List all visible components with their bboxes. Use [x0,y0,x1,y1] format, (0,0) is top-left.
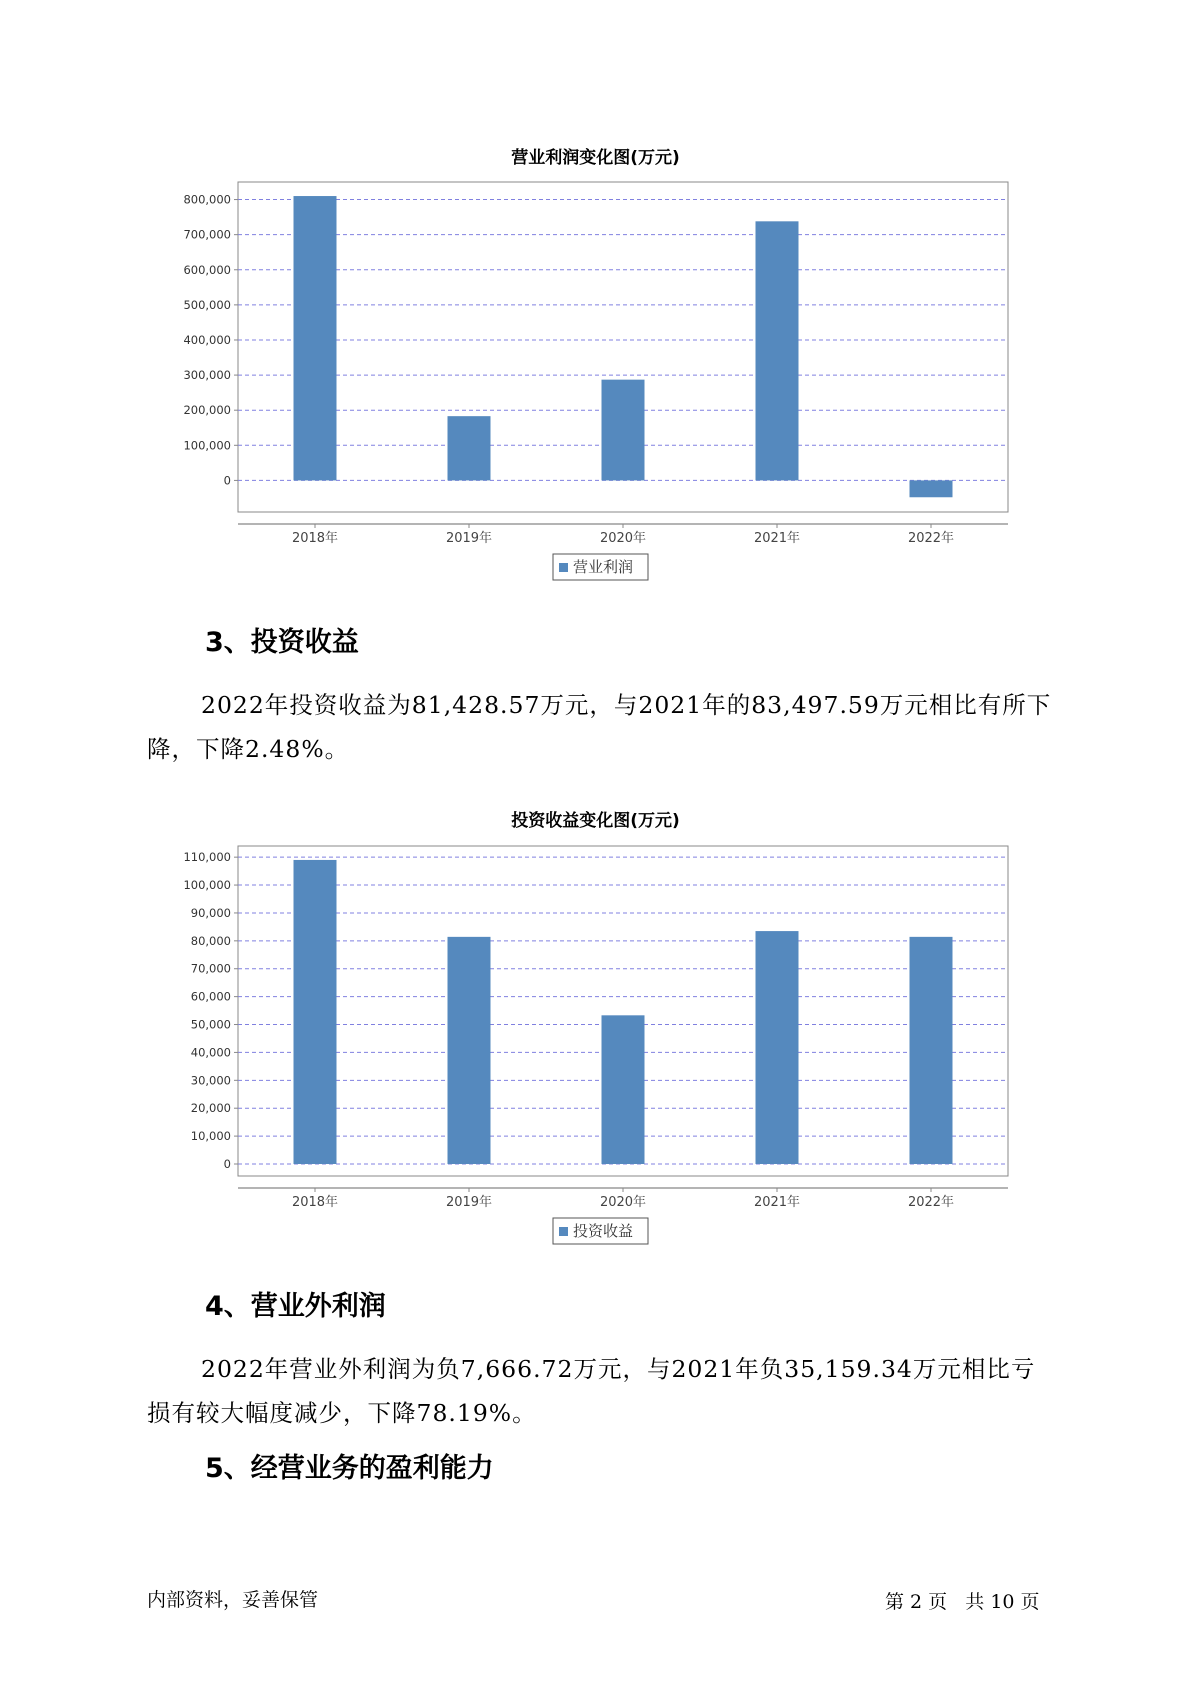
bar-2021年 [756,931,799,1164]
y-tick-label: 20,000 [190,1101,231,1116]
y-tick-label: 40,000 [190,1045,231,1060]
y-tick-label: 10,000 [190,1129,231,1144]
x-tick-label: 2022年 [907,531,955,546]
x-tick-label: 2021年 [753,531,801,546]
chart-1-title: 营业利润变化图(万元) [511,148,680,168]
investment-income-chart [150,834,1030,1264]
legend-swatch [559,1227,568,1236]
y-tick-label: 700,000 [183,227,231,242]
legend-swatch [559,563,568,572]
bar-2020年 [602,1015,645,1164]
x-tick-label: 2020年 [599,531,647,546]
section-5-heading: 5、经营业务的盈利能力 [205,1453,494,1484]
y-tick-label: 30,000 [190,1073,231,1088]
y-tick-label: 400,000 [183,332,231,347]
section-4-paragraph: 2022年营业外利润为负7,666.72万元，与2021年负35,159.34万元相比亏损有较大幅度减少，下降78.19%。 [147,1355,1036,1427]
y-tick-label: 100,000 [183,438,231,453]
x-tick-label: 2018年 [291,531,339,546]
x-tick-label: 2019年 [445,1195,493,1210]
y-tick-label: 70,000 [190,961,231,976]
section-3-paragraph: 2022年投资收益为81,428.57万元，与2021年的83,497.59万元相比有所下降，下降2.48%。 [147,691,1052,763]
y-tick-label: 0 [223,473,231,488]
bar-2018年 [294,196,337,480]
y-tick-label: 200,000 [183,403,231,418]
bar-2019年 [448,937,491,1164]
bar-2018年 [294,860,337,1164]
bar-2022年 [910,937,953,1164]
y-tick-label: 300,000 [183,368,231,383]
section-3-heading: 3、投资收益 [205,627,359,658]
y-tick-label: 800,000 [183,192,231,207]
y-tick-label: 0 [223,1157,231,1171]
y-tick-label: 100,000 [183,878,231,893]
footer-confidential-note: 内部资料，妥善保管 [147,1589,319,1611]
y-tick-label: 90,000 [190,905,231,920]
y-tick-label: 600,000 [183,262,231,277]
x-tick-label: 2019年 [445,531,493,546]
x-tick-label: 2021年 [753,1195,801,1210]
x-tick-label: 2022年 [907,1195,955,1210]
y-tick-label: 50,000 [190,1017,231,1032]
operating-profit-chart [150,170,1030,600]
section-4-heading: 4、营业外利润 [205,1291,386,1322]
x-tick-label: 2018年 [291,1195,339,1210]
footer-page-number: 第 2 页 共 10 页 [885,1591,1040,1613]
legend-label: 投资收益 [573,1222,634,1240]
bar-2019年 [448,416,491,480]
y-tick-label: 60,000 [190,989,231,1004]
chart-2-title: 投资收益变化图(万元) [511,811,680,831]
y-tick-label: 80,000 [190,933,231,948]
bar-2022年 [910,480,953,497]
y-tick-label: 110,000 [183,850,231,865]
legend-label: 营业利润 [573,558,634,576]
bar-2021年 [756,221,799,480]
x-tick-label: 2020年 [599,1195,647,1210]
y-tick-label: 500,000 [183,297,231,312]
bar-2020年 [602,380,645,481]
